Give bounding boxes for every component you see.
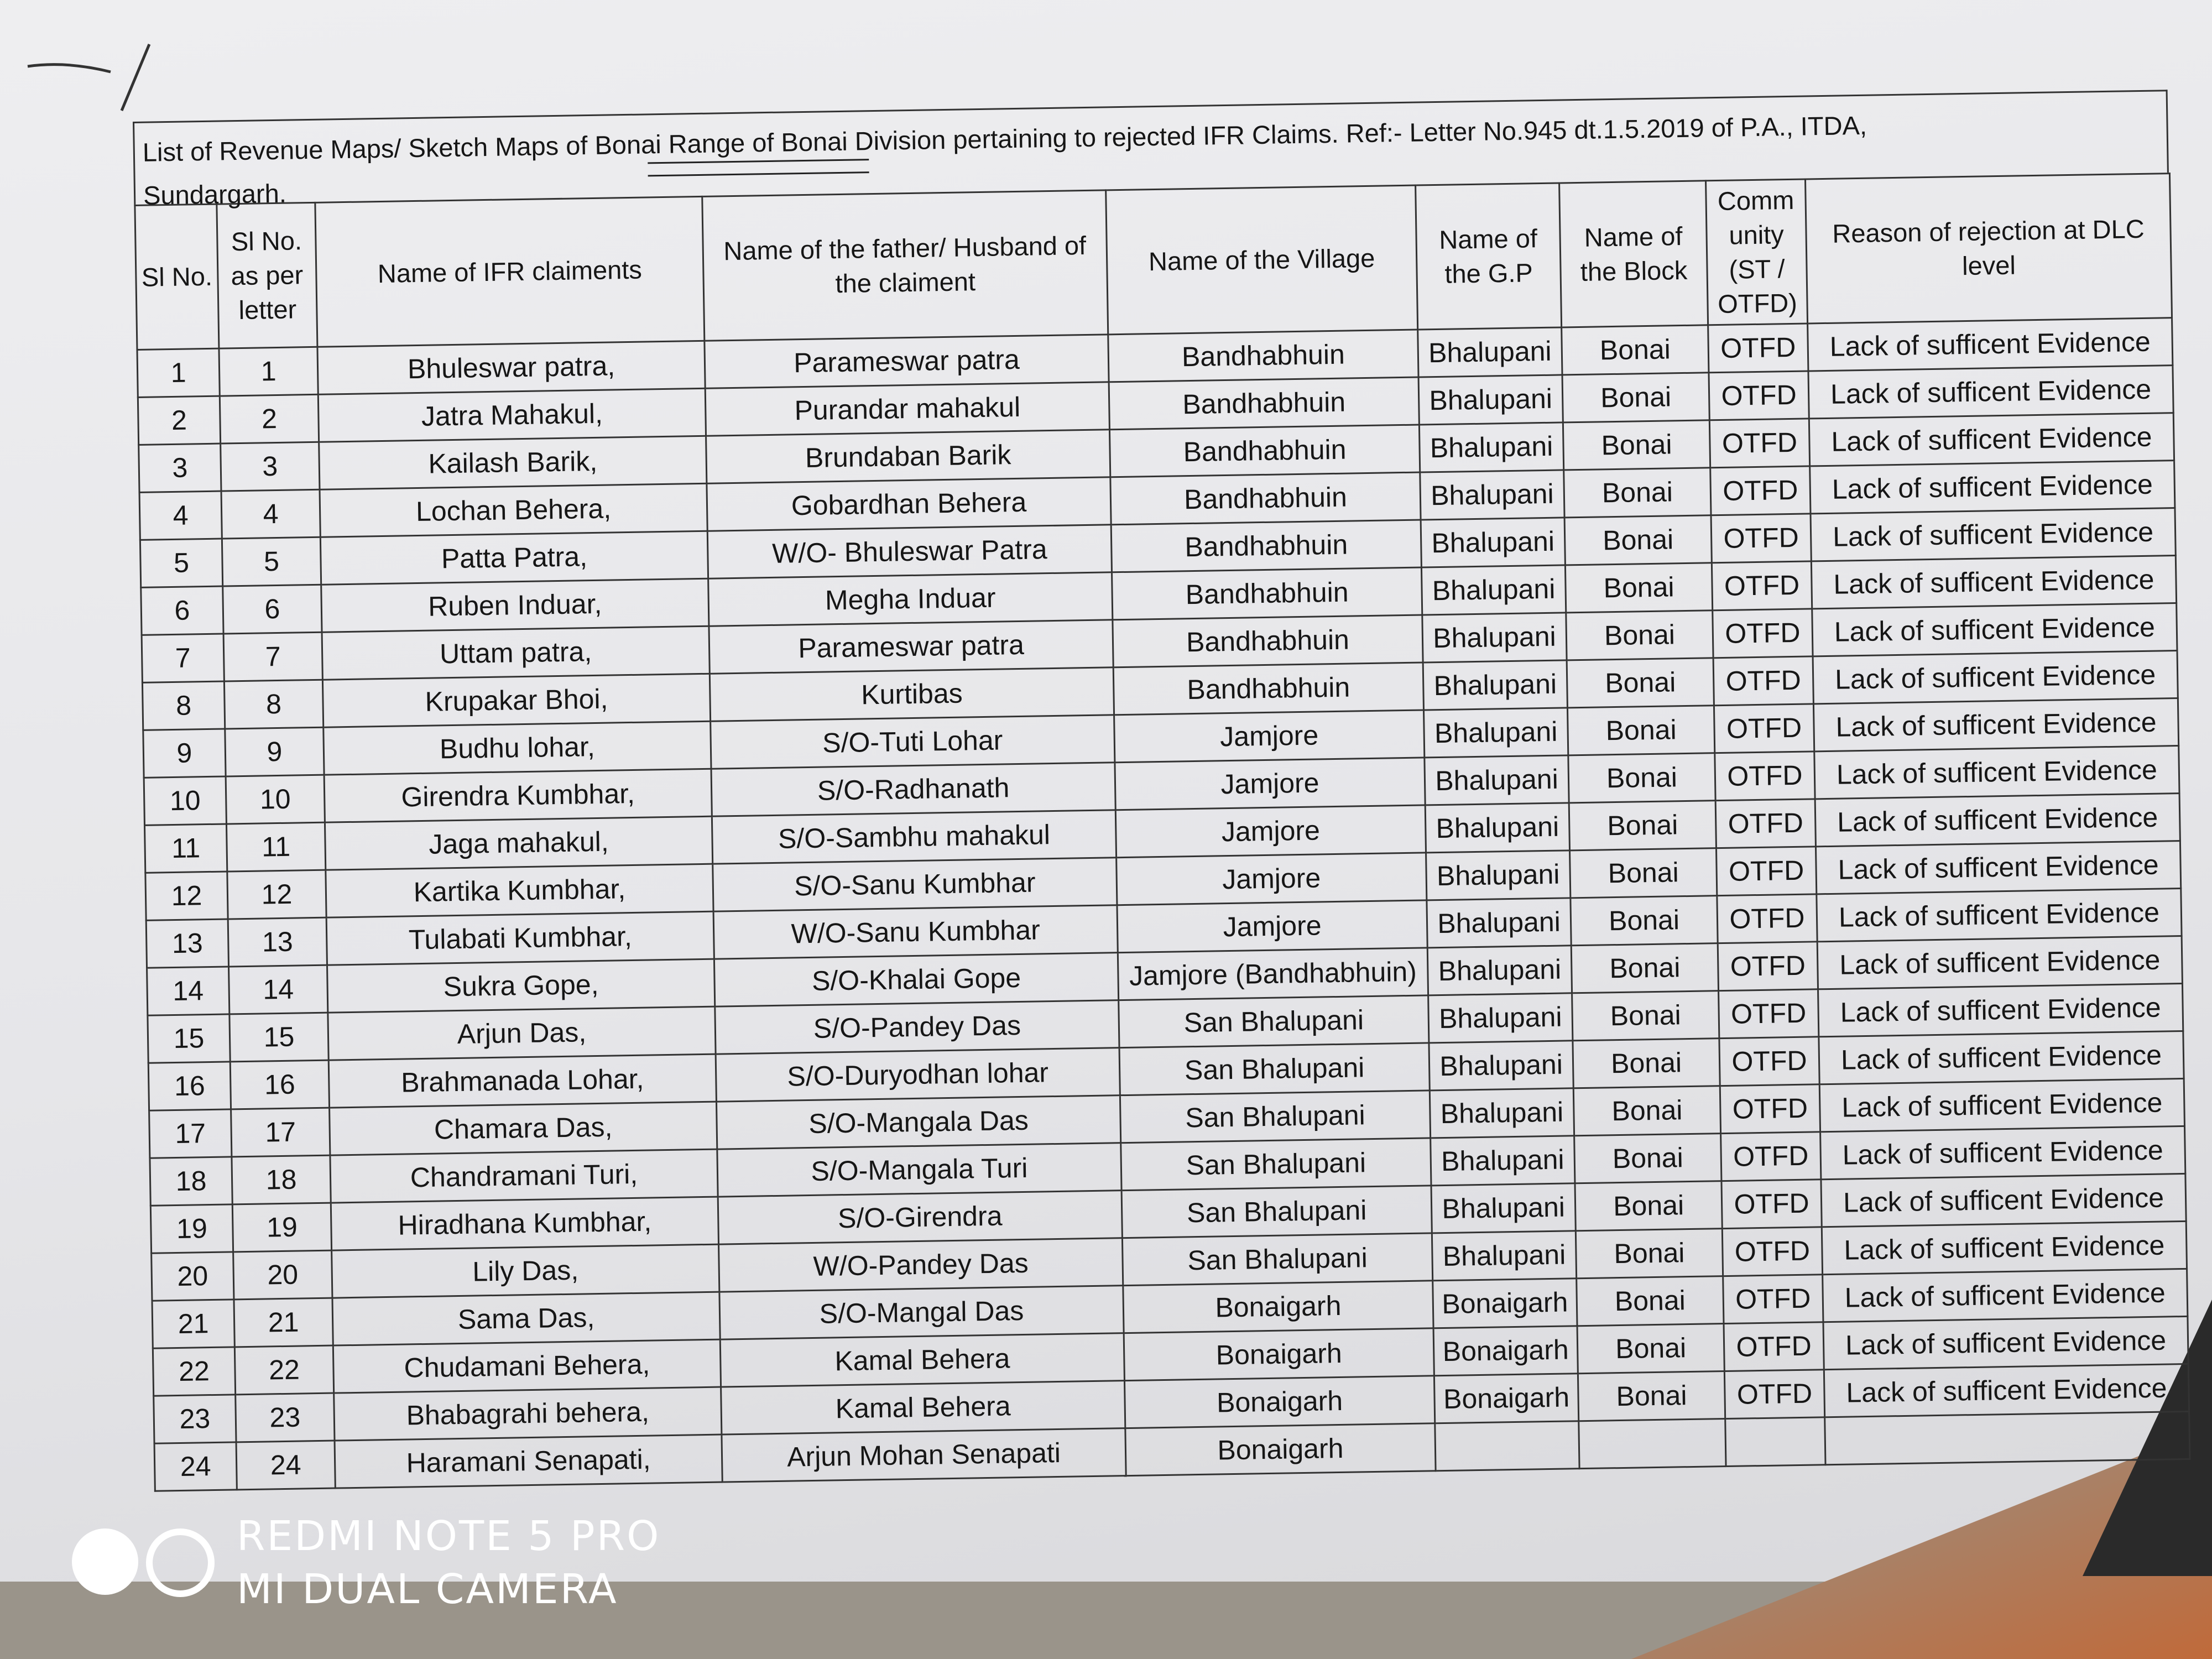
cell-rejection-reason: Lack of sufficent Evidence	[1821, 1173, 2186, 1227]
cell-father-husband: W/O- Bhuleswar Patra	[707, 525, 1112, 578]
cell-sl-no: 15	[148, 1014, 230, 1063]
cell-block: Bonai	[1577, 1276, 1724, 1326]
cell-village: Bandhabhuin	[1109, 377, 1419, 430]
cell-rejection-reason: Lack of sufficent Evidence	[1812, 603, 2177, 656]
cell-block: Bonai	[1568, 753, 1715, 803]
cell-father-husband: W/O-Pandey Das	[719, 1238, 1123, 1292]
cell-sl-no: 6	[141, 586, 223, 635]
cell-claimant-name: Brahmanada Lohar,	[328, 1054, 716, 1108]
cell-claimant-name: Haramani Senapati,	[335, 1434, 722, 1488]
cell-block: Bonai	[1578, 1371, 1725, 1421]
cell-rejection-reason: Lack of sufficent Evidence	[1822, 1221, 2187, 1274]
cell-rejection-reason: Lack of sufficent Evidence	[1809, 413, 2174, 466]
cell-claimant-name: Jaga mahakul,	[325, 816, 712, 870]
cell-community: OTFD	[1709, 419, 1809, 468]
cell-sl-no-letter: 8	[224, 680, 323, 729]
cell-community: OTFD	[1711, 514, 1811, 563]
camera-logo-icon	[72, 1528, 215, 1597]
cell-father-husband: S/O-Girendra	[718, 1191, 1122, 1244]
cell-gp: Bhalupani	[1420, 470, 1564, 520]
cell-block: Bonai	[1563, 420, 1710, 470]
cell-sl-no-letter: 15	[229, 1013, 328, 1062]
cell-block	[1579, 1419, 1726, 1469]
cell-gp: Bhalupani	[1431, 1183, 1575, 1233]
cell-community: OTFD	[1712, 561, 1812, 611]
cell-sl-no-letter: 3	[221, 442, 320, 491]
cell-block: Bonai	[1567, 658, 1714, 708]
cell-sl-no: 17	[149, 1109, 232, 1158]
header-rejection-reason: Reason of rejection at DLC level	[1806, 174, 2172, 324]
cell-sl-no-letter: 4	[221, 489, 320, 539]
cell-sl-no-letter: 17	[231, 1108, 330, 1157]
camera-watermark	[72, 1510, 660, 1616]
cell-gp: Bhalupani	[1431, 1136, 1575, 1186]
cell-rejection-reason: Lack of sufficent Evidence	[1817, 936, 2182, 989]
cell-block: Bonai	[1571, 943, 1718, 993]
cell-community: OTFD	[1710, 466, 1811, 515]
cell-father-husband: S/O-Tuti Lohar	[711, 715, 1115, 769]
cell-community: OTFD	[1708, 324, 1808, 373]
cell-sl-no-letter: 13	[228, 917, 327, 967]
cell-block: Bonai	[1569, 801, 1716, 851]
cell-sl-no-letter: 11	[226, 822, 325, 872]
cell-rejection-reason: Lack of sufficent Evidence	[1814, 746, 2179, 799]
cell-community: OTFD	[1719, 989, 1819, 1039]
cell-block: Bonai	[1566, 611, 1713, 660]
cell-sl-no: 10	[144, 776, 226, 825]
cell-sl-no-letter: 20	[233, 1250, 332, 1300]
cell-village: San Bhalupani	[1121, 1186, 1432, 1238]
cell-claimant-name: Chandramani Turi,	[330, 1149, 718, 1203]
cell-rejection-reason	[1825, 1411, 2190, 1464]
cell-sl-no: 2	[138, 396, 220, 445]
cell-claimant-name: Lily Das,	[332, 1244, 719, 1298]
cell-claimant-name: Kartika Kumbhar,	[326, 864, 713, 917]
cell-sl-no: 13	[146, 919, 228, 968]
cell-community: OTFD	[1723, 1275, 1823, 1324]
cell-sl-no: 3	[139, 444, 221, 492]
cell-block: Bonai	[1567, 706, 1714, 755]
cell-father-husband: Kamal Behera	[721, 1381, 1125, 1434]
cell-block: Bonai	[1574, 1134, 1721, 1183]
cell-sl-no: 21	[152, 1300, 234, 1348]
cell-claimant-name: Uttam patra,	[322, 626, 709, 680]
cell-father-husband: S/O-Pandey Das	[715, 1000, 1119, 1054]
cell-claimant-name: Chudamani Behera,	[333, 1339, 721, 1393]
cell-village: Jamjore	[1114, 710, 1425, 763]
cell-block: Bonai	[1575, 1229, 1723, 1279]
cell-community: OTFD	[1724, 1322, 1824, 1371]
cell-rejection-reason: Lack of sufficent Evidence	[1823, 1316, 2188, 1369]
cell-sl-no: 12	[145, 872, 228, 920]
cell-gp: Bhalupani	[1426, 851, 1571, 900]
cell-sl-no: 4	[139, 491, 222, 540]
cell-gp: Bhalupani	[1419, 422, 1563, 472]
cell-sl-no-letter: 12	[227, 870, 326, 919]
cell-sl-no: 19	[150, 1204, 233, 1253]
cell-rejection-reason: Lack of sufficent Evidence	[1808, 318, 2173, 371]
cell-sl-no-letter: 7	[223, 632, 322, 681]
cell-community: OTFD	[1714, 704, 1814, 753]
cell-community: OTFD	[1721, 1132, 1821, 1181]
title-line-2: Sundargarh.	[143, 178, 287, 210]
cell-block: Bonai	[1562, 373, 1709, 422]
cell-village: Jamjore	[1117, 900, 1427, 953]
claims-table	[134, 173, 2190, 1492]
cell-village: Bonaigarh	[1124, 1376, 1434, 1428]
cell-father-husband: S/O-Sambhu mahakul	[712, 810, 1116, 864]
cell-village: Bonaigarh	[1124, 1328, 1434, 1381]
cell-village: Bonaigarh	[1123, 1281, 1433, 1333]
cell-block: Bonai	[1573, 1086, 1720, 1136]
cell-rejection-reason: Lack of sufficent Evidence	[1818, 983, 2183, 1036]
cell-community: OTFD	[1716, 847, 1816, 896]
cell-gp: Bhalupani	[1425, 755, 1569, 805]
cell-community: OTFD	[1718, 942, 1818, 991]
cell-community	[1725, 1417, 1825, 1467]
cell-claimant-name: Patta Patra,	[320, 531, 708, 585]
cell-village: Bonaigarh	[1125, 1423, 1436, 1476]
cell-gp: Bhalupani	[1432, 1231, 1576, 1281]
cell-sl-no: 11	[144, 824, 227, 873]
cell-block: Bonai	[1564, 468, 1711, 518]
cell-community: OTFD	[1721, 1180, 1822, 1229]
cell-claimant-name: Kailash Barik,	[319, 436, 707, 489]
cell-father-husband: W/O-Sanu Kumbhar	[713, 905, 1118, 959]
cell-village: Bandhabhuin	[1113, 615, 1423, 667]
cell-sl-no: 8	[142, 681, 225, 730]
header-sl-no: Sl No.	[135, 204, 219, 349]
cell-village: Bandhabhuin	[1113, 662, 1423, 715]
cell-community: OTFD	[1722, 1227, 1822, 1276]
cell-rejection-reason: Lack of sufficent Evidence	[1811, 508, 2176, 561]
cell-gp: Bhalupani	[1424, 708, 1568, 758]
cell-community: OTFD	[1713, 656, 1813, 706]
cell-father-husband: S/O-Duryodhan lohar	[716, 1048, 1120, 1102]
cell-sl-no-letter: 10	[226, 775, 325, 824]
cell-block: Bonai	[1575, 1181, 1722, 1231]
cell-claimant-name: Bhuleswar patra,	[317, 341, 705, 394]
cell-community: OTFD	[1719, 1037, 1819, 1086]
cell-claimant-name: Ruben Induar,	[321, 578, 709, 632]
cell-sl-no: 1	[137, 348, 220, 397]
cell-sl-no: 23	[154, 1395, 236, 1443]
cell-father-husband: Brundaban Barik	[706, 430, 1110, 483]
cell-claimant-name: Lochan Behera,	[320, 483, 707, 537]
cell-village: Bandhabhuin	[1112, 567, 1422, 620]
cell-rejection-reason: Lack of sufficent Evidence	[1815, 841, 2180, 894]
cell-father-husband: S/O-Khalai Gope	[714, 953, 1118, 1006]
cell-village: Bandhabhuin	[1108, 330, 1418, 382]
cell-sl-no: 22	[153, 1347, 235, 1396]
cell-gp: Bhalupani	[1423, 660, 1567, 710]
cell-claimant-name: Jatra Mahakul,	[318, 388, 706, 442]
cell-village: San Bhalupani	[1120, 1091, 1430, 1143]
cell-sl-no: 5	[140, 539, 222, 587]
cell-rejection-reason: Lack of sufficent Evidence	[1820, 1126, 2185, 1179]
cell-claimant-name: Arjun Das,	[328, 1006, 716, 1060]
cell-rejection-reason: Lack of sufficent Evidence	[1823, 1269, 2188, 1322]
watermark-line-1: REDMI NOTE 5 PRO	[237, 1512, 661, 1560]
cell-village: San Bhalupani	[1122, 1233, 1432, 1286]
cell-claimant-name: Tulabati Kumbhar,	[326, 911, 714, 965]
cell-block: Bonai	[1565, 563, 1712, 613]
cell-village: San Bhalupani	[1121, 1138, 1431, 1191]
cell-claimant-name: Bhabagrahi behera,	[334, 1387, 722, 1441]
cell-community: OTFD	[1717, 894, 1817, 943]
cell-sl-no-letter: 22	[234, 1345, 333, 1395]
cell-community: OTFD	[1715, 752, 1815, 801]
cell-gp: Bhalupani	[1429, 1041, 1573, 1091]
cell-gp: Bonaigarh	[1433, 1326, 1578, 1376]
cell-sl-no-letter: 2	[220, 394, 319, 444]
cell-block: Bonai	[1564, 515, 1712, 565]
cell-gp: Bhalupani	[1421, 565, 1566, 615]
cell-gp: Bhalupani	[1430, 1088, 1574, 1138]
cell-community: OTFD	[1715, 799, 1815, 848]
cell-claimant-name: Budhu lohar,	[324, 721, 711, 775]
header-village: Name of the Village	[1106, 185, 1418, 335]
cell-sl-no-letter: 24	[236, 1441, 335, 1490]
cell-village: Jamjore	[1115, 805, 1426, 858]
cell-block: Bonai	[1572, 991, 1719, 1041]
cell-village: Bandhabhuin	[1111, 520, 1421, 572]
header-block: Name of the Block	[1559, 181, 1708, 327]
cell-sl-no: 20	[152, 1252, 234, 1301]
cell-rejection-reason: Lack of sufficent Evidence	[1819, 1031, 2184, 1084]
cell-sl-no-letter: 16	[230, 1060, 329, 1109]
cell-rejection-reason: Lack of sufficent Evidence	[1811, 556, 2176, 609]
watermark-line-2: MI DUAL CAMERA	[237, 1566, 618, 1613]
cell-claimant-name: Chamara Das,	[330, 1102, 717, 1155]
cell-village: Jamjore	[1115, 758, 1425, 810]
cell-sl-no-letter: 18	[232, 1155, 331, 1204]
cell-gp: Bhalupani	[1427, 898, 1571, 948]
cell-sl-no-letter: 23	[236, 1393, 335, 1442]
cell-claimant-name: Krupakar Bhoi,	[322, 674, 710, 727]
cell-father-husband: Purandar mahakul	[705, 382, 1109, 436]
cell-father-husband: S/O-Mangala Das	[716, 1095, 1120, 1149]
cell-father-husband: S/O-Mangal Das	[719, 1286, 1124, 1339]
cell-sl-no-letter: 19	[232, 1203, 331, 1252]
cell-gp: Bhalupani	[1418, 327, 1562, 377]
cell-rejection-reason: Lack of sufficent Evidence	[1824, 1364, 2189, 1417]
cell-gp	[1435, 1421, 1579, 1471]
cell-community: OTFD	[1724, 1370, 1824, 1419]
cell-sl-no-letter: 1	[219, 347, 318, 396]
cell-gp: Bhalupani	[1425, 803, 1569, 853]
cell-father-husband: Gobardhan Behera	[707, 477, 1111, 531]
header-gp: Name of the G.P	[1416, 183, 1562, 330]
cell-father-husband: Megha Induar	[708, 572, 1113, 626]
header-claimant-name: Name of IFR claiments	[315, 196, 705, 347]
cell-gp: Bhalupani	[1428, 993, 1573, 1043]
cell-block: Bonai	[1562, 325, 1709, 375]
cell-claimant-name: Hiradhana Kumbhar,	[331, 1197, 718, 1250]
cell-sl-no-letter: 6	[223, 585, 322, 634]
header-community: Comm unity (ST / OTFD)	[1706, 179, 1808, 325]
cell-gp: Bhalupani	[1418, 375, 1563, 425]
cell-sl-no: 24	[154, 1442, 237, 1491]
cell-father-husband: Kamal Behera	[720, 1333, 1124, 1387]
cell-village: Bandhabhuin	[1110, 472, 1421, 525]
cell-rejection-reason: Lack of sufficent Evidence	[1808, 366, 2173, 419]
cell-sl-no: 16	[148, 1062, 231, 1110]
cell-father-husband: S/O-Sanu Kumbhar	[713, 858, 1117, 911]
cell-sl-no: 18	[150, 1157, 232, 1206]
cell-rejection-reason: Lack of sufficent Evidence	[1813, 651, 2178, 704]
header-sl-no-letter: Sl No. as per letter	[217, 202, 317, 348]
cell-gp: Bhalupani	[1421, 518, 1565, 567]
cell-gp: Bhalupani	[1422, 613, 1567, 662]
cell-rejection-reason: Lack of sufficent Evidence	[1819, 1078, 2184, 1131]
cell-village: San Bhalupani	[1119, 1043, 1430, 1095]
cell-claimant-name: Sama Das,	[332, 1292, 720, 1345]
cell-father-husband: S/O-Radhanath	[711, 763, 1115, 816]
cell-block: Bonai	[1577, 1324, 1724, 1374]
cell-father-husband: Kurtibas	[709, 667, 1114, 721]
cell-community: OTFD	[1720, 1084, 1820, 1134]
cell-father-husband: Arjun Mohan Senapati	[722, 1428, 1126, 1482]
pen-scribble-mark	[22, 33, 166, 116]
cell-village: Jamjore (Bandhabhuin)	[1118, 948, 1428, 1000]
cell-village: San Bhalupani	[1119, 995, 1429, 1048]
cell-sl-no-letter: 9	[225, 727, 324, 776]
cell-sl-no: 9	[143, 729, 226, 778]
cell-sl-no: 7	[142, 634, 224, 682]
header-father-husband: Name of the father/ Husband of the claiment	[702, 190, 1108, 341]
cell-village: Jamjore	[1117, 853, 1427, 905]
cell-father-husband: Parameswar patra	[705, 335, 1109, 388]
cell-block: Bonai	[1570, 848, 1717, 898]
cell-sl-no: 14	[147, 967, 229, 1015]
cell-rejection-reason: Lack of sufficent Evidence	[1810, 461, 2175, 514]
cell-claimant-name: Sukra Gope,	[327, 959, 714, 1013]
cell-gp: Bonaigarh	[1433, 1279, 1577, 1328]
cell-sl-no-letter: 5	[222, 537, 321, 586]
cell-sl-no-letter: 14	[229, 965, 328, 1014]
cell-claimant-name: Girendra Kumbhar,	[324, 769, 712, 822]
cell-father-husband: S/O-Mangala Turi	[717, 1143, 1121, 1197]
cell-sl-no-letter: 21	[234, 1298, 333, 1347]
cell-gp: Bonaigarh	[1434, 1374, 1578, 1423]
cell-father-husband: Parameswar patra	[709, 620, 1113, 674]
cell-rejection-reason: Lack of sufficent Evidence	[1815, 794, 2180, 847]
cell-community: OTFD	[1709, 371, 1809, 420]
cell-gp: Bhalupani	[1427, 946, 1572, 995]
cell-rejection-reason: Lack of sufficent Evidence	[1813, 698, 2178, 752]
title-line-1: List of Revenue Maps/ Sketch Maps of Bonai Range of Bonai Division pertaining to rejected IFR Claims. Ref:- Letter No.945 dt.1.5.2019 of P.A., ITDA,	[142, 110, 1867, 167]
cell-rejection-reason: Lack of sufficent Evidence	[1817, 888, 2182, 941]
cell-block: Bonai	[1571, 896, 1718, 946]
cell-block: Bonai	[1573, 1039, 1720, 1088]
cell-village: Bandhabhuin	[1109, 425, 1420, 477]
cell-community: OTFD	[1713, 609, 1813, 658]
document-table-region	[133, 90, 2189, 1491]
